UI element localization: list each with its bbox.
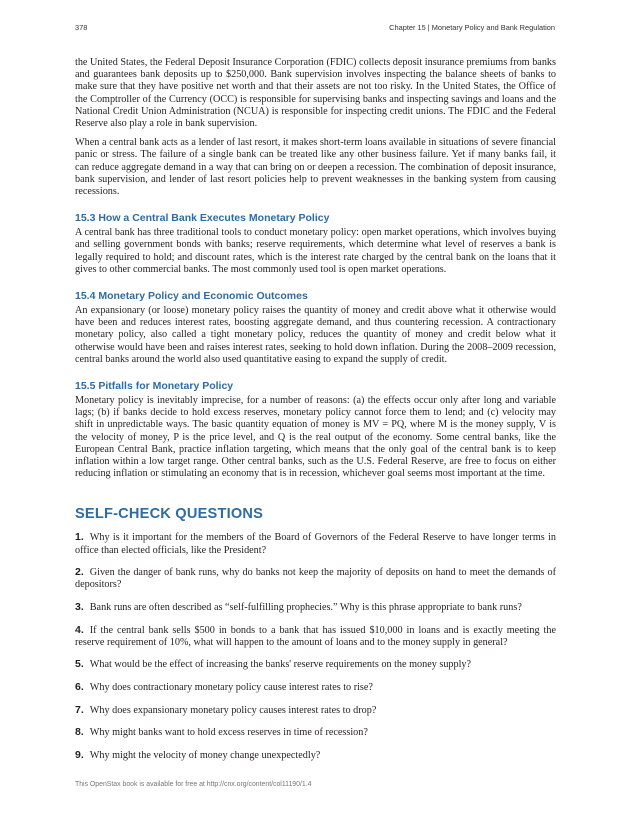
- question-item: [75, 726, 556, 739]
- self-check-heading: SELF-CHECK QUESTIONS: [75, 506, 264, 523]
- section-paragraph: Monetary policy is inevitably imprecise, for a number of reasons: (a) the effects occur only after long and variable lags; (b) if banks decide to hold excess reserves, monetary policy cannot force them to lend; and (c) velocity may shift in unpredictable ways. The basic quantity equation of money is MV = PQ, where M is the money supply, V is the velocity of money, P is the price level, and Q is the real output of the economy. Some central banks, like the European Central Bank, practice inflation targeting, which means that the only goal of the central bank is to keep inflation within a low target range. Other central banks, such as the U.S. Federal Reserve, are free to focus on either reducing inflation or stimulating an economy that is in recession, whichever goal seems most important at the time.: [75, 395, 556, 480]
- paragraph: When a central bank acts as a lender of last resort, it makes short-term loans available in situations of severe financial panic or stress. The failure of a single bank can be treated like any other business failure. Yet if many banks fail, it can reduce aggregate demand in a way that can bring on or deepen a recession. The combination of deposit insurance, bank supervision, and lender of last resort policies help to prevent weaknesses in the banking system from causing recessions.: [75, 137, 556, 198]
- question-text: Bank runs are often described as “self-fulfilling prophecies.” Why is this phrase appropriate to bank runs?: [89, 602, 522, 614]
- question-item: [75, 658, 556, 671]
- question-number: 4.: [75, 623, 84, 636]
- question-number: 1.: [75, 531, 84, 544]
- question-number: 3.: [75, 601, 84, 614]
- section-heading: 15.4 Monetary Policy and Economic Outcomes: [75, 290, 308, 303]
- question-number: 2.: [75, 566, 84, 579]
- question-number: 5.: [75, 658, 84, 671]
- section-heading: 15.3 How a Central Bank Executes Monetary Policy: [75, 212, 330, 225]
- section-paragraph: A central bank has three traditional tools to conduct monetary policy: open market operations, which involves buying and selling government bonds with banks; reserve requirements, which determine what level of reserves a bank is legally required to hold; and discount rates, which is the interest rate charged by the central bank on the loans that it gives to other commercial banks. The most commonly used tool is open market operations.: [75, 227, 556, 275]
- section-heading: 15.5 Pitfalls for Monetary Policy: [75, 380, 234, 393]
- question-number: 9.: [75, 748, 84, 761]
- page-number: 378: [75, 23, 88, 32]
- question-item: [75, 601, 556, 614]
- question-text: Why might banks want to hold excess reserves in time of recession?: [89, 727, 368, 739]
- question-item: [75, 749, 556, 762]
- chapter-title: Chapter 15 | Monetary Policy and Bank Regulation: [389, 23, 555, 32]
- paragraph: the United States, the Federal Deposit Insurance Corporation (FDIC) collects deposit insurance premiums from banks and guarantees bank deposits up to $250,000. Bank supervision involves inspecting the balance sheets of banks to make sure that they have positive net worth and that their assets are not too risky. In the United States, the Office of the Comptroller of the Currency (OCC) is responsible for supervising banks and inspecting savings and loans and the National Credit Union Administration (NCUA) is responsible for inspecting credit unions. The FDIC and the Federal Reserve also play a role in bank supervision.: [75, 57, 556, 130]
- question-text: What would be the effect of increasing the banks' reserve requirements on the money supply?: [89, 659, 472, 671]
- question-item: [75, 624, 556, 649]
- question-item: [75, 531, 556, 556]
- question-text: Why does contractionary monetary policy cause interest rates to rise?: [89, 682, 373, 694]
- question-text: Given the danger of bank runs, why do banks not keep the majority of deposits on hand to meet the demands of depositors?: [75, 567, 556, 591]
- question-item: [75, 681, 556, 694]
- question-text: If the central bank sells $500 in bonds to a bank that has issued $10,000 in loans and is exactly meeting the reserve requirement of 10%, what will happen to the amount of loans and to the money supply in general?: [75, 624, 556, 648]
- question-number: 7.: [75, 703, 84, 716]
- self-check-question-list: [75, 531, 556, 762]
- question-item: [75, 566, 556, 591]
- section-paragraph: An expansionary (or loose) monetary policy raises the quantity of money and credit above what it otherwise would have been and reduces interest rates, boosting aggregate demand, and thus countering recession. A contractionary monetary policy, also called a tight monetary policy, reduces the quantity of money and credit below what it otherwise would have been and raises interest rates, seeking to hold down inflation. During the 2008–2009 recession, central banks around the world also used quantitative easing to expand the supply of credit.: [75, 305, 556, 365]
- question-item: [75, 704, 556, 717]
- page-footer: This OpenStax book is available for free at http://cnx.org/content/col11190/1.4: [75, 781, 312, 788]
- page-content: [75, 57, 556, 771]
- question-text: Why does expansionary monetary policy causes interest rates to drop?: [89, 704, 377, 716]
- page-header: [75, 21, 555, 35]
- question-number: 6.: [75, 681, 84, 694]
- question-text: Why might the velocity of money change unexpectedly?: [89, 749, 321, 761]
- question-text: Why is it important for the members of the Board of Governors of the Federal Reserve to have longer terms in office than elected officials, like the President?: [75, 532, 556, 556]
- question-number: 8.: [75, 726, 84, 739]
